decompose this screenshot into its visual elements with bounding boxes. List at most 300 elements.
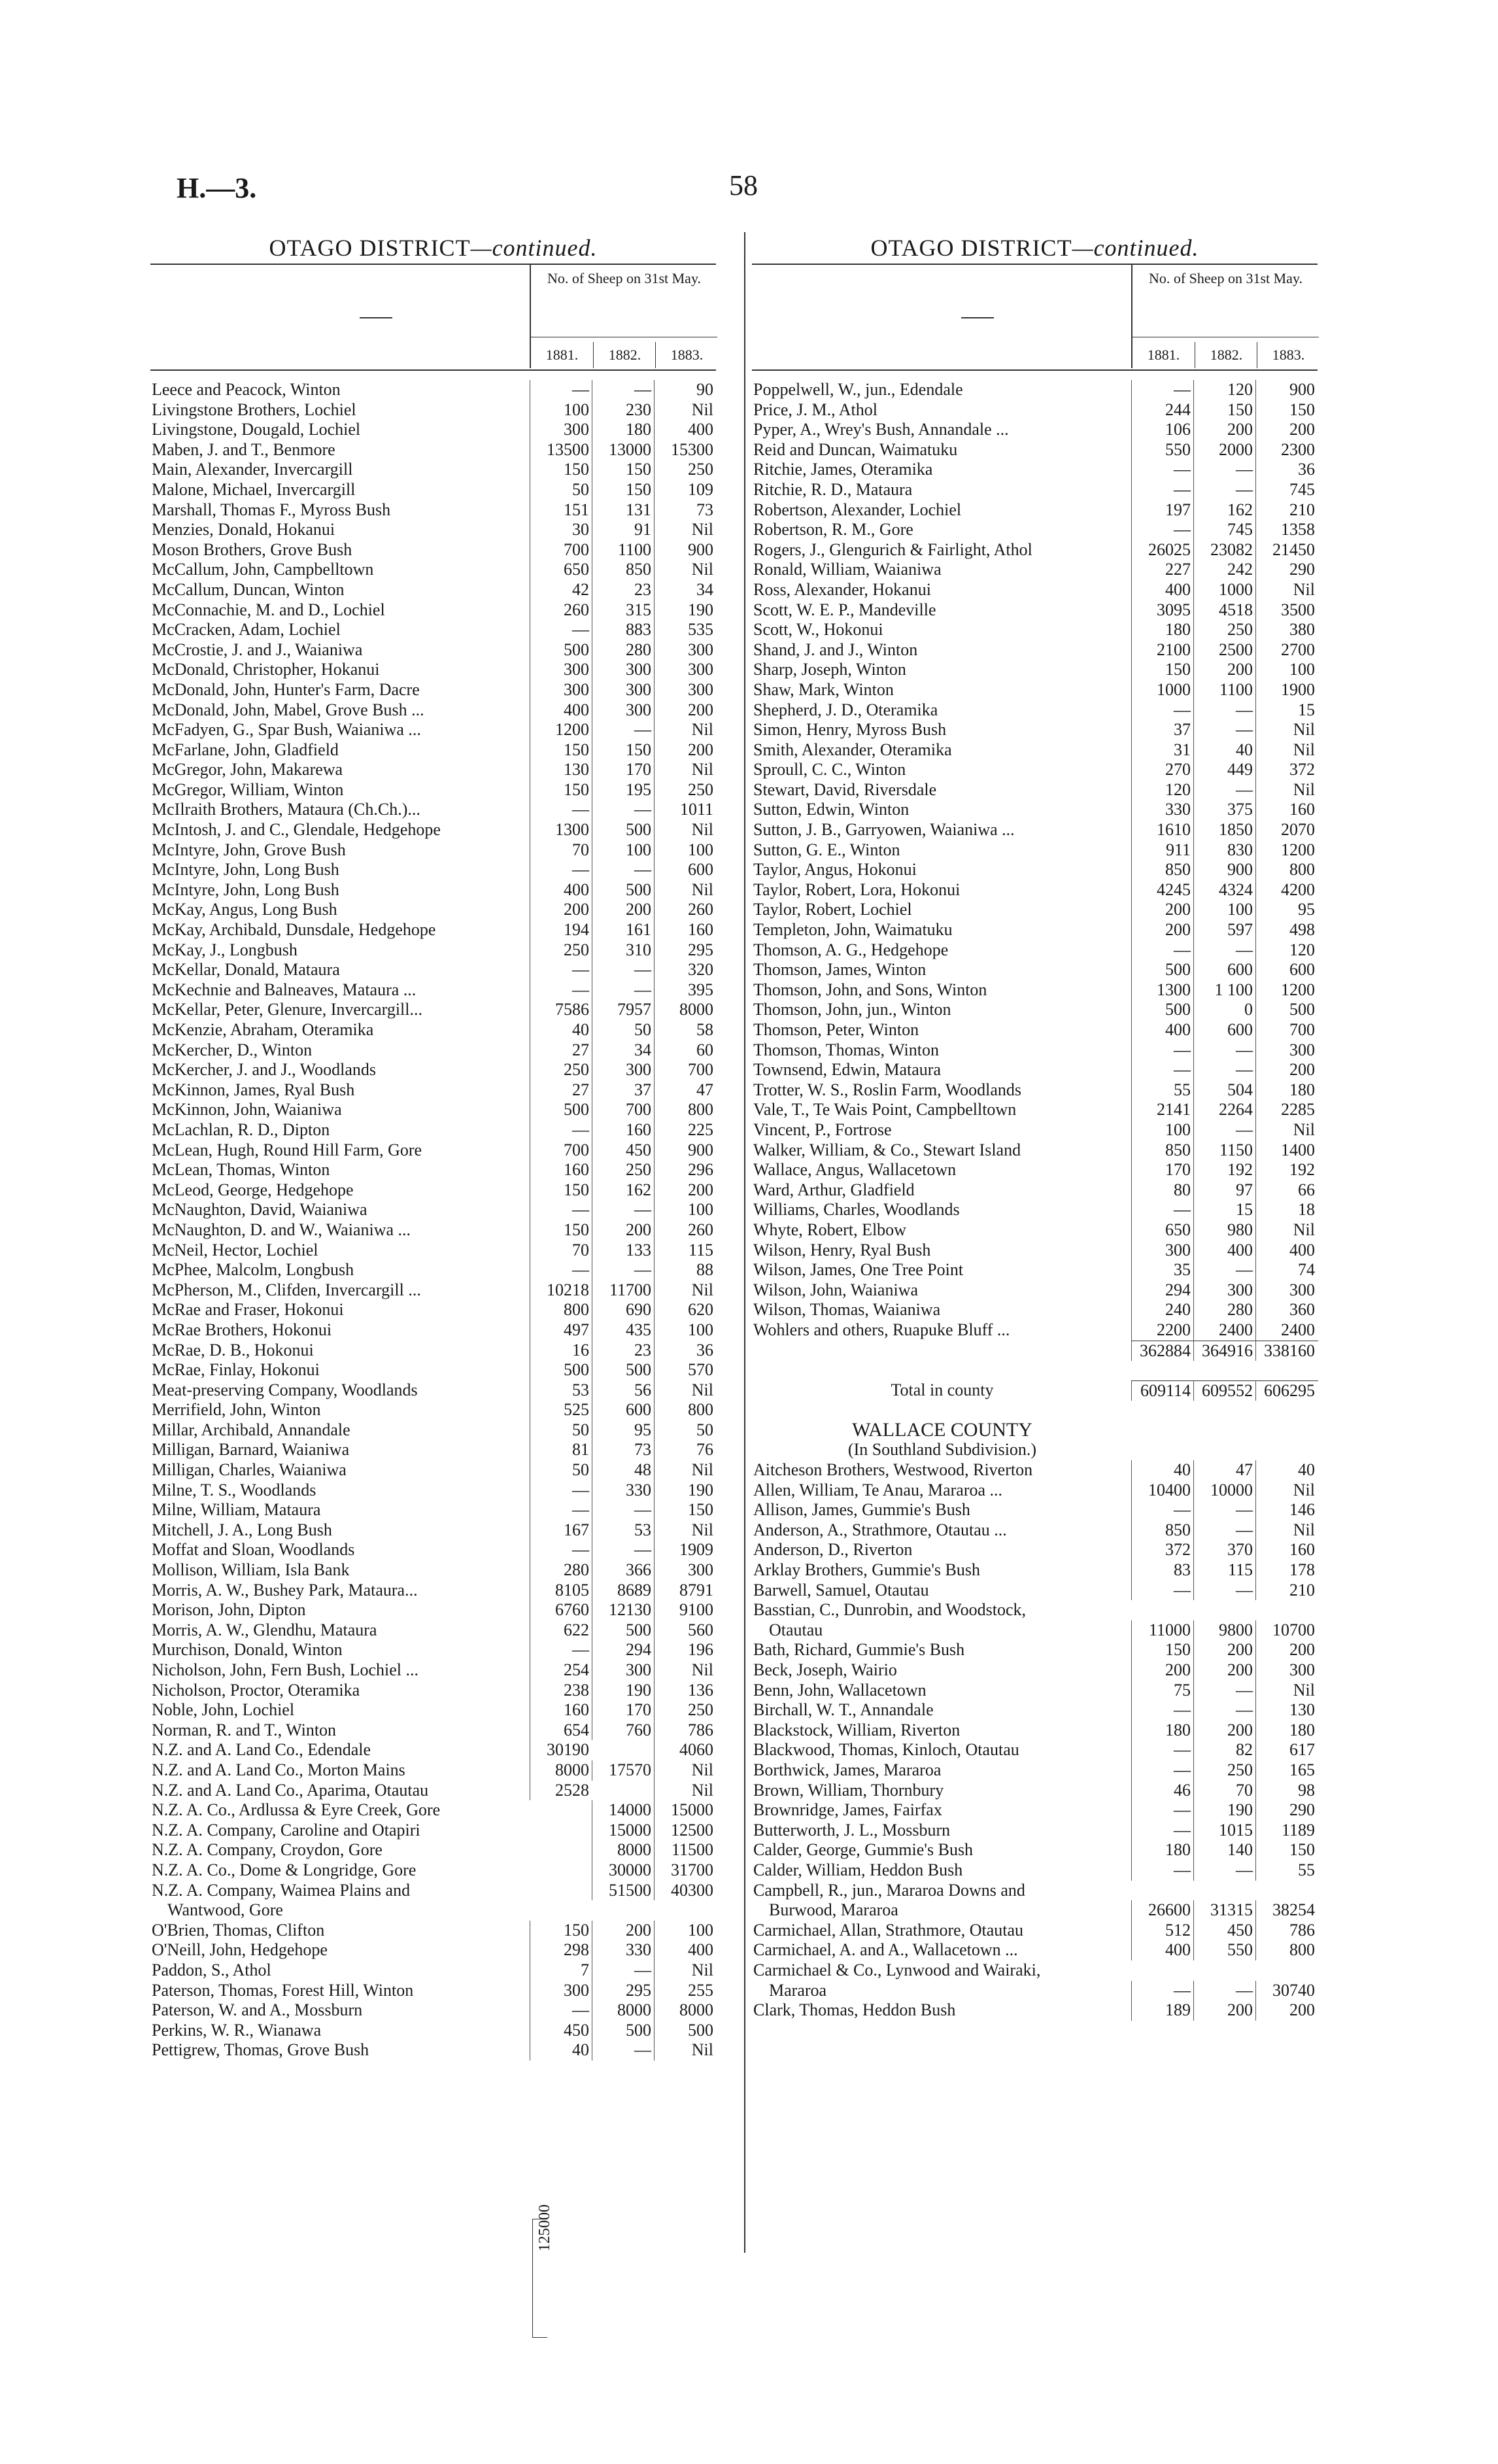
table-row xyxy=(752,1260,1318,1280)
right-column-title: OTAGO DISTRICT—continued. xyxy=(870,235,1199,261)
table-row xyxy=(150,640,716,660)
sheep-count-1883: Nil xyxy=(1255,580,1318,600)
sheep-count-1882: 609552 xyxy=(1193,1380,1256,1401)
owner-name: Sproull, C. C., Winton xyxy=(753,760,906,779)
sheep-count-1881: 106 xyxy=(1131,420,1194,440)
table-row xyxy=(752,700,1318,721)
sheep-count-1882: 91 xyxy=(592,520,655,540)
owner-name: Ritchie, James, Oteramika xyxy=(753,460,933,479)
sheep-count-1881: 30 xyxy=(530,520,592,540)
sheep-count-1881: 227 xyxy=(1131,560,1194,580)
table-row xyxy=(150,1560,716,1581)
sheep-count-1881: 400 xyxy=(1131,1020,1194,1040)
table-row xyxy=(752,1940,1318,1960)
sheep-count-1883: 500 xyxy=(654,2021,717,2041)
sheep-count-1883: 115 xyxy=(654,1241,717,1261)
owner-name: McKercher, J. and J., Woodlands xyxy=(152,1060,376,1080)
sheep-count-1882: 200 xyxy=(1193,1640,1256,1660)
sheep-count-1882: 883 xyxy=(592,620,655,640)
owner-name: Ronald, William, Waianiwa xyxy=(753,560,942,579)
table-row xyxy=(752,1881,1318,1901)
table-row xyxy=(752,1040,1318,1061)
sheep-count-1882: 150 xyxy=(592,740,655,761)
sheep-count-1883: 745 xyxy=(1255,480,1318,500)
table-row xyxy=(150,1360,716,1380)
sheep-count-1881: 298 xyxy=(530,1940,592,1960)
table-row xyxy=(752,1180,1318,1201)
table-row xyxy=(752,980,1318,1001)
table-row xyxy=(150,1800,716,1821)
sheep-count-header: No. of Sheep on 31st May. 1881. 1882. 1883. xyxy=(530,265,717,368)
sheep-count-1882: 690 xyxy=(592,1300,655,1320)
sheep-count-1881: — xyxy=(1131,1821,1194,1841)
sheep-count-1883: 1900 xyxy=(1255,680,1318,700)
sheep-count-1882: 23082 xyxy=(1193,540,1256,560)
owner-name: Wilson, James, One Tree Point xyxy=(753,1260,964,1280)
owner-name: Borthwick, James, Mararoa xyxy=(753,1760,942,1779)
owner-name: McRae, Finlay, Hokonui xyxy=(152,1360,320,1380)
sheep-count-1881: 150 xyxy=(1131,660,1194,680)
table-row xyxy=(752,1720,1318,1741)
table-row xyxy=(752,1640,1318,1660)
sheep-count-1883: 300 xyxy=(1255,1280,1318,1301)
table-row xyxy=(752,760,1318,780)
sheep-count-1881: — xyxy=(530,2000,592,2021)
table-row xyxy=(150,1620,716,1641)
sheep-count-1881: — xyxy=(1131,380,1194,400)
owner-name: Robertson, R. M., Gore xyxy=(753,520,913,539)
sheep-count-1882: 95 xyxy=(592,1420,655,1441)
sheep-count-1881: — xyxy=(530,1260,592,1280)
sheep-count-1881: — xyxy=(530,980,592,1001)
sheep-count-1883: Nil xyxy=(654,720,717,740)
sheep-count-1883: 74 xyxy=(1255,1260,1318,1280)
sheep-count-1883: 200 xyxy=(654,740,717,761)
sheep-count-1882: 435 xyxy=(592,1320,655,1341)
sheep-count-1883: 34 xyxy=(654,580,717,600)
owner-name: N.Z. A. Co., Dome & Longridge, Gore xyxy=(152,1860,417,1879)
sheep-count-1883: 320 xyxy=(654,960,717,980)
sheep-count-1881: 170 xyxy=(1131,1160,1194,1180)
table-row xyxy=(752,1700,1318,1720)
sheep-count-1883: 800 xyxy=(654,1400,717,1420)
sheep-count-1882: 56 xyxy=(592,1380,655,1401)
owner-name: Barwell, Samuel, Otautau xyxy=(753,1580,929,1600)
sheep-count-1881: 130 xyxy=(530,760,592,780)
sheep-count-1883: Nil xyxy=(1255,720,1318,740)
sheep-count-1883: 100 xyxy=(654,1921,717,1941)
sheep-count-1882: 300 xyxy=(592,660,655,680)
sheep-count-1883: Nil xyxy=(654,1520,717,1541)
owner-name: Burwood, Mararoa xyxy=(769,1900,898,1920)
sheep-count-1882: 17570 xyxy=(592,1760,655,1781)
sheep-count-1883: 76 xyxy=(654,1440,717,1460)
owner-name: McKellar, Donald, Mataura xyxy=(152,960,340,980)
sheep-count-1882: 2400 xyxy=(1193,1320,1256,1341)
sheep-count-1883: 498 xyxy=(1255,920,1318,940)
sheep-count-1882: 162 xyxy=(1193,500,1256,521)
owner-name: Benn, John, Wallacetown xyxy=(753,1680,927,1700)
owner-name: Merrifield, John, Winton xyxy=(152,1400,321,1420)
sheep-count-1881: 250 xyxy=(530,1060,592,1080)
table-row xyxy=(752,1860,1318,1881)
sheep-count-1882: 73 xyxy=(592,1440,655,1460)
sheep-count-1883: 18 xyxy=(1255,1200,1318,1220)
sheep-count-1881: 1610 xyxy=(1131,820,1194,840)
sheep-count-1882: 200 xyxy=(1193,2000,1256,2021)
sheep-count-1882: 150 xyxy=(1193,400,1256,420)
table-row xyxy=(752,680,1318,700)
owner-name: Carmichael, Allan, Strathmore, Otautau xyxy=(753,1920,1023,1940)
sheep-count-1882: — xyxy=(1193,1700,1256,1720)
table-row xyxy=(752,1800,1318,1821)
owner-name: Allison, James, Gummie's Bush xyxy=(753,1500,970,1520)
year-1881: 1881. xyxy=(545,347,579,363)
sheep-count-1881: 70 xyxy=(530,840,592,861)
sheep-count-1882: 4324 xyxy=(1193,880,1256,900)
owner-name: McRae Brothers, Hokonui xyxy=(152,1320,332,1339)
sheep-count-1881: 180 xyxy=(1131,620,1194,640)
sheep-count-1882: 195 xyxy=(592,780,655,800)
sheep-count-1883: 58 xyxy=(654,1020,717,1040)
sheep-count-1881: 330 xyxy=(1131,800,1194,820)
right-table-header xyxy=(752,264,1318,371)
sheep-count-1882: 200 xyxy=(1193,660,1256,680)
sheep-count-1882: 1 100 xyxy=(1193,980,1256,1001)
sheep-count-1881: — xyxy=(1131,460,1194,480)
sheep-count-1881: 81 xyxy=(530,1440,592,1460)
sheep-count-1883: Nil xyxy=(654,2040,717,2061)
sheep-count-1883: 200 xyxy=(1255,1060,1318,1080)
owner-name: McFarlane, John, Gladfield xyxy=(152,740,339,759)
sheep-count-1883: Nil xyxy=(654,1460,717,1480)
owner-name: Wantwood, Gore xyxy=(167,1900,283,1920)
owner-name: Thomson, James, Winton xyxy=(753,960,927,980)
sheep-count-1881: 30190 xyxy=(530,1740,592,1760)
sheep-count-1881: 120 xyxy=(1131,780,1194,800)
table-row xyxy=(752,800,1318,820)
sheep-count-1883: Nil xyxy=(1255,780,1318,800)
sheep-count-1882: 131 xyxy=(592,500,655,521)
table-row xyxy=(150,500,716,521)
owner-name: Carmichael & Co., Lynwood and Wairaki, xyxy=(753,1960,1041,1979)
sheep-count-1883: Nil xyxy=(654,1781,717,1801)
sheep-count-1881: 300 xyxy=(530,660,592,680)
sheep-count-1882: 300 xyxy=(1193,1280,1256,1301)
sheep-count-1882: 504 xyxy=(1193,1080,1256,1101)
table-row xyxy=(752,380,1318,400)
sheep-count-1881: 150 xyxy=(530,460,592,480)
sheep-count-1882: — xyxy=(1193,1500,1256,1520)
table-row xyxy=(752,1660,1318,1681)
sheep-count-1882: — xyxy=(1193,1260,1256,1280)
sheep-count-1881: — xyxy=(1131,1040,1194,1061)
sheep-count-1881: — xyxy=(530,1640,592,1660)
sheep-count-1881: 200 xyxy=(1131,920,1194,940)
sheep-count-1883: 1011 xyxy=(654,800,717,820)
sheep-count-1881: 1000 xyxy=(1131,680,1194,700)
sheep-count-1882: 550 xyxy=(1193,1940,1256,1960)
table-row xyxy=(150,1160,716,1180)
sheep-count-1881: 4245 xyxy=(1131,880,1194,900)
table-row xyxy=(150,820,716,840)
sheep-count-1883: 300 xyxy=(654,1560,717,1581)
table-row xyxy=(150,1341,716,1361)
sheep-count-1881: 260 xyxy=(530,600,592,621)
sheep-count-1883: Nil xyxy=(654,1760,717,1781)
table-row xyxy=(752,1320,1318,1341)
table-row xyxy=(150,1600,716,1620)
sheep-count-1883: 400 xyxy=(1255,1241,1318,1261)
sheep-count-1881: 40 xyxy=(530,1020,592,1040)
sheep-count-1883: Nil xyxy=(654,520,717,540)
sheep-count-1882: — xyxy=(1193,480,1256,500)
table-row xyxy=(150,1380,716,1401)
sheep-count-1881: 10400 xyxy=(1131,1480,1194,1501)
sheep-count-1882: — xyxy=(592,1200,655,1220)
sheep-count-1882: 200 xyxy=(592,900,655,920)
sheep-count-1883: 12500 xyxy=(654,1821,717,1841)
owner-name: Taylor, Robert, Lora, Hokonui xyxy=(753,880,961,899)
table-row xyxy=(150,440,716,460)
sheep-count-1881: 151 xyxy=(530,500,592,521)
table-row xyxy=(752,820,1318,840)
sheep-count-1882: — xyxy=(592,2040,655,2061)
owner-name: N.Z. A. Company, Caroline and Otapiri xyxy=(152,1820,420,1839)
sheep-count-1883: 196 xyxy=(654,1640,717,1660)
sheep-count-1882: — xyxy=(1193,940,1256,961)
owner-name: Anderson, D., Riverton xyxy=(753,1540,913,1560)
sheep-count-1883: 296 xyxy=(654,1160,717,1180)
year-1883: 1883. xyxy=(1257,342,1319,368)
left-column xyxy=(150,232,716,2251)
section-heading xyxy=(752,1420,1318,1441)
sheep-count-1882: 330 xyxy=(592,1940,655,1960)
sheep-count-1881: 55 xyxy=(1131,1080,1194,1101)
table-row xyxy=(150,1960,716,1981)
sheep-count-1882: 82 xyxy=(1193,1740,1256,1760)
sheep-count-1883: 95 xyxy=(1255,900,1318,920)
sheep-count-1882: 500 xyxy=(592,2021,655,2041)
table-row xyxy=(752,1220,1318,1241)
sheep-count-1883: 192 xyxy=(1255,1160,1318,1180)
sheep-count-1883: 290 xyxy=(1255,560,1318,580)
sheep-count-1883: 8791 xyxy=(654,1581,717,1601)
sheep-count-1882: 8689 xyxy=(592,1581,655,1601)
owner-name: Arklay Brothers, Gummie's Bush xyxy=(753,1560,980,1580)
table-row xyxy=(150,380,716,400)
table-row xyxy=(150,520,716,540)
owner-name: Price, J. M., Athol xyxy=(753,400,877,419)
owner-name: McPhee, Malcolm, Longbush xyxy=(152,1260,354,1280)
table-row xyxy=(150,1260,716,1280)
sheep-count-1882: 133 xyxy=(592,1241,655,1261)
sheep-count-1883: Nil xyxy=(654,1660,717,1681)
sheep-count-1883: 200 xyxy=(654,1180,717,1201)
sheep-count-1881: 11000 xyxy=(1131,1620,1194,1641)
owner-name: Meat-preserving Company, Woodlands xyxy=(152,1380,418,1399)
sheep-count-1883: 10700 xyxy=(1255,1620,1318,1641)
sheep-count-1882: 200 xyxy=(1193,1660,1256,1681)
sheep-count-1881: 100 xyxy=(1131,1120,1194,1140)
sheep-count-1883: 786 xyxy=(654,1720,717,1741)
sheep-count-1881: — xyxy=(1131,1760,1194,1781)
sheep-count-1882: — xyxy=(592,1260,655,1280)
sheep-count-1882: 745 xyxy=(1193,520,1256,540)
sheep-count-1881: 200 xyxy=(1131,900,1194,920)
table-row xyxy=(752,620,1318,640)
sheep-count-1883: 50 xyxy=(654,1420,717,1441)
sheep-count-1883: 500 xyxy=(1255,1000,1318,1020)
sheep-count-1883: 200 xyxy=(654,700,717,721)
table-row xyxy=(150,800,716,820)
sheep-count-1882: 364916 xyxy=(1193,1341,1256,1361)
sheep-count-1883: 900 xyxy=(654,1140,717,1161)
sheep-count-1881: 150 xyxy=(530,740,592,761)
owner-name: McKay, Angus, Long Bush xyxy=(152,900,337,919)
sheep-count-1883: 180 xyxy=(1255,1720,1318,1741)
sheep-count-1881: — xyxy=(1131,1500,1194,1520)
sheep-count-1882: 48 xyxy=(592,1460,655,1480)
sheep-count-1883: 300 xyxy=(1255,1660,1318,1681)
sheep-count-1883: 3500 xyxy=(1255,600,1318,621)
table-row xyxy=(150,1660,716,1681)
sheep-count-1881: 244 xyxy=(1131,400,1194,420)
table-row xyxy=(752,1921,1318,1941)
sheep-count-1882: 850 xyxy=(592,560,655,580)
sheep-count-1882: 300 xyxy=(592,1660,655,1681)
sheep-count-1883: Nil xyxy=(654,400,717,420)
table-row xyxy=(752,420,1318,440)
owner-name: Nicholson, John, Fern Bush, Lochiel ... xyxy=(152,1660,419,1679)
sheep-count-1882: — xyxy=(592,1540,655,1560)
sheep-count-1883: 120 xyxy=(1255,940,1318,961)
owner-name: Ward, Arthur, Gladfield xyxy=(753,1180,915,1199)
sheep-count-1882: — xyxy=(592,1500,655,1520)
sheep-count-1883: 250 xyxy=(654,780,717,800)
sheep-count-1881: 300 xyxy=(530,1981,592,2001)
owner-name: Malone, Michael, Invercargill xyxy=(152,479,356,499)
sheep-count-1883: 800 xyxy=(654,1100,717,1120)
owner-name: McCallum, John, Campbelltown xyxy=(152,560,374,579)
table-row xyxy=(150,1921,716,1941)
table-row xyxy=(752,540,1318,560)
sheep-count-1883: 8000 xyxy=(654,2000,717,2021)
sheep-count-1883: 200 xyxy=(1255,1640,1318,1660)
sheep-count-1881: 200 xyxy=(530,900,592,920)
owner-name: Moffat and Sloan, Woodlands xyxy=(152,1540,355,1560)
sheep-count-1883: 600 xyxy=(654,860,717,880)
sheep-count-1881: 850 xyxy=(1131,860,1194,880)
sheep-count-1882: 500 xyxy=(592,820,655,840)
sheep-count-1881: 26600 xyxy=(1131,1900,1194,1921)
sheep-count-1881: — xyxy=(1131,1981,1194,2001)
owner-name: Thomson, Peter, Winton xyxy=(753,1020,919,1039)
owner-name: N.Z. and A. Land Co., Morton Mains xyxy=(152,1760,405,1779)
sheep-count-1883: 109 xyxy=(654,480,717,500)
table-row xyxy=(150,1241,716,1261)
owner-name: Trotter, W. S., Roslin Farm, Woodlands xyxy=(753,1080,1022,1099)
sheep-count-1882: 162 xyxy=(592,1180,655,1201)
total-row xyxy=(752,1341,1318,1361)
owner-name: Calder, William, Heddon Bush xyxy=(753,1860,963,1879)
table-row xyxy=(752,1560,1318,1581)
table-row xyxy=(150,1080,716,1101)
table-row xyxy=(150,540,716,560)
sheep-count-1881: 500 xyxy=(530,1100,592,1120)
owner-name: Brown, William, Thornbury xyxy=(753,1780,944,1800)
sheep-count-1883: 4200 xyxy=(1255,880,1318,900)
owner-name: Walker, William, & Co., Stewart Island xyxy=(753,1140,1021,1159)
sheep-count-1883: 600 xyxy=(1255,960,1318,980)
sheep-count-1881: — xyxy=(530,1120,592,1140)
sheep-count-1883: 8000 xyxy=(654,1000,717,1020)
owner-name: Pyper, A., Wrey's Bush, Annandale ... xyxy=(753,420,1009,439)
table-row xyxy=(150,1781,716,1801)
sheep-count-1883: 100 xyxy=(654,1200,717,1220)
sheep-count-1882: — xyxy=(592,860,655,880)
sheep-count-1881: 27 xyxy=(530,1080,592,1101)
table-row xyxy=(150,760,716,780)
left-table-header xyxy=(150,264,716,371)
owner-name: McIntyre, John, Long Bush xyxy=(152,880,339,899)
owner-name: Calder, George, Gummie's Bush xyxy=(753,1840,974,1860)
sheep-count-1883: 55 xyxy=(1255,1860,1318,1881)
sheep-count-1882: 200 xyxy=(592,1921,655,1941)
owner-name: Sutton, G. E., Winton xyxy=(753,840,900,859)
table-row xyxy=(150,840,716,861)
table-row xyxy=(150,960,716,980)
table-row xyxy=(752,780,1318,800)
sheep-count-1881: 180 xyxy=(1131,1840,1194,1860)
sheep-count-1881: 50 xyxy=(530,1460,592,1480)
owner-name: McDonald, Christopher, Hokanui xyxy=(152,660,380,679)
sheep-count-1883: 165 xyxy=(1255,1760,1318,1781)
owner-name: Milligan, Charles, Waianiwa xyxy=(152,1460,347,1480)
sheep-count-1881: — xyxy=(1131,1200,1194,1220)
table-row xyxy=(150,1020,716,1040)
sheep-count-1881: 2141 xyxy=(1131,1100,1194,1120)
table-row xyxy=(150,1460,716,1480)
sheep-count-1882: 250 xyxy=(1193,1760,1256,1781)
sheep-count-1883: 36 xyxy=(1255,460,1318,480)
owner-name: Scott, W. E. P., Mandeville xyxy=(753,600,936,619)
owner-name: McDonald, John, Mabel, Grove Bush ... xyxy=(152,700,424,719)
table-row xyxy=(150,700,716,721)
sheep-count-1881: — xyxy=(530,1540,592,1560)
owner-name: (In Southland Subdivision.) xyxy=(847,1440,1037,1460)
sheep-count-1882: 250 xyxy=(1193,620,1256,640)
sheep-count-1882: 280 xyxy=(1193,1300,1256,1320)
sheep-count-1881: — xyxy=(1131,1800,1194,1821)
sheep-count-header: No. of Sheep on 31st May. 1881. 1882. 1883. xyxy=(1131,265,1319,368)
owner-name: McNaughton, David, Waianiwa xyxy=(152,1200,367,1220)
sheep-count-1883: 560 xyxy=(654,1620,717,1641)
sheep-count-1881: 8000 xyxy=(530,1760,592,1781)
left-column-title: OTAGO DISTRICT—continued. xyxy=(269,235,598,261)
table-row xyxy=(752,1960,1318,1981)
sheep-count-1881: 42 xyxy=(530,580,592,600)
table-row xyxy=(752,1280,1318,1301)
sheep-count-1881: 500 xyxy=(530,1360,592,1380)
sheep-count-1882: 500 xyxy=(592,1360,655,1380)
sheep-count-1881: — xyxy=(530,1200,592,1220)
table-row xyxy=(150,2040,716,2061)
sheep-count-1883: Nil xyxy=(1255,1681,1318,1701)
table-row xyxy=(150,1000,716,1020)
sheep-count-1882: 0 xyxy=(1193,1000,1256,1020)
sheep-count-1882: 600 xyxy=(1193,1020,1256,1040)
